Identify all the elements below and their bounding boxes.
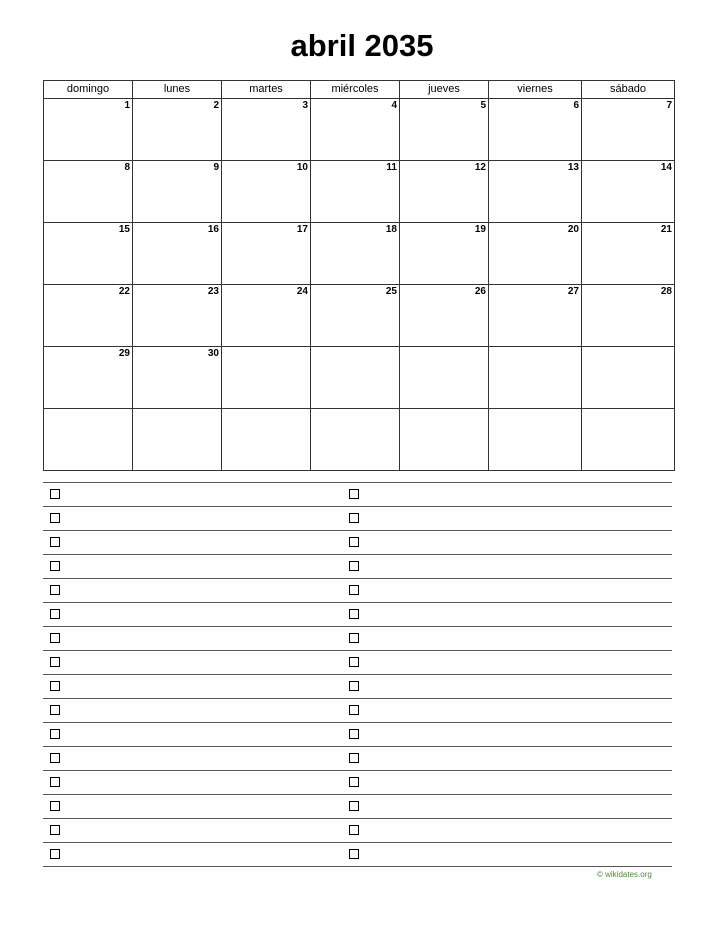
calendar-week-row	[44, 99, 675, 161]
day-number: 21	[660, 224, 672, 235]
day-cell[interactable]	[311, 347, 400, 409]
checklist-row	[43, 482, 672, 506]
checkbox-icon[interactable]	[349, 585, 359, 595]
day-number	[222, 409, 310, 410]
day-cell[interactable]	[489, 285, 582, 347]
day-number	[489, 409, 581, 410]
day-number	[311, 409, 399, 410]
day-cell[interactable]	[44, 99, 133, 161]
checkbox-icon[interactable]	[349, 489, 359, 499]
checkbox-icon[interactable]	[349, 801, 359, 811]
checklist-row	[43, 698, 672, 722]
day-cell[interactable]	[400, 347, 489, 409]
footer-credit: © wikidates.org	[597, 870, 652, 879]
checklist-row	[43, 578, 672, 602]
day-number: 19	[474, 224, 486, 235]
day-number: 22	[118, 286, 130, 297]
checkbox-icon[interactable]	[50, 513, 60, 523]
checkbox-icon[interactable]	[50, 537, 60, 547]
checkbox-icon[interactable]	[349, 537, 359, 547]
checkbox-icon[interactable]	[50, 489, 60, 499]
day-cell[interactable]	[582, 99, 675, 161]
checkbox-icon[interactable]	[349, 825, 359, 835]
day-number: 1	[124, 100, 130, 111]
day-cell[interactable]	[489, 99, 582, 161]
weekday-header: sábado	[582, 81, 675, 99]
day-number	[582, 409, 674, 410]
day-cell[interactable]	[400, 223, 489, 285]
day-cell[interactable]	[44, 285, 133, 347]
day-cell[interactable]	[222, 223, 311, 285]
checkbox-icon[interactable]	[50, 777, 60, 787]
day-cell[interactable]	[44, 223, 133, 285]
day-cell[interactable]	[133, 347, 222, 409]
day-number: 10	[296, 162, 308, 173]
day-number: 23	[207, 286, 219, 297]
day-cell[interactable]	[44, 409, 133, 471]
day-number: 28	[660, 286, 672, 297]
day-cell[interactable]	[311, 161, 400, 223]
calendar-week-row	[44, 223, 675, 285]
checklist-row	[43, 770, 672, 794]
day-cell[interactable]	[582, 409, 675, 471]
day-cell[interactable]	[133, 223, 222, 285]
calendar-week-row	[44, 161, 675, 223]
checkbox-icon[interactable]	[50, 633, 60, 643]
day-number: 4	[391, 100, 397, 111]
weekday-header: jueves	[400, 81, 489, 99]
day-cell[interactable]	[311, 99, 400, 161]
weekday-header: martes	[222, 81, 311, 99]
checklist-row	[43, 722, 672, 746]
day-cell[interactable]	[489, 161, 582, 223]
checkbox-icon[interactable]	[50, 561, 60, 571]
day-cell[interactable]	[311, 285, 400, 347]
month-calendar	[43, 80, 675, 471]
day-number: 16	[207, 224, 219, 235]
day-number: 7	[666, 100, 672, 111]
day-number: 25	[385, 286, 397, 297]
day-number: 13	[567, 162, 579, 173]
weekday-header: viernes	[489, 81, 582, 99]
day-cell[interactable]	[44, 347, 133, 409]
day-number: 11	[386, 162, 397, 173]
day-cell[interactable]	[489, 409, 582, 471]
checkbox-icon[interactable]	[50, 753, 60, 763]
day-number: 15	[118, 224, 130, 235]
day-number	[582, 347, 674, 348]
checklist-row	[43, 602, 672, 626]
day-number: 9	[213, 162, 219, 173]
page-title: abril 2035	[290, 28, 434, 63]
day-number: 8	[124, 162, 130, 173]
checklist-row	[43, 842, 672, 867]
day-cell[interactable]	[400, 161, 489, 223]
checkbox-icon[interactable]	[349, 729, 359, 739]
day-number: 30	[207, 348, 219, 359]
checklist-row	[43, 626, 672, 650]
day-cell[interactable]	[582, 223, 675, 285]
checklist-row	[43, 506, 672, 530]
calendar-week-row	[44, 285, 675, 347]
checkbox-icon[interactable]	[349, 777, 359, 787]
checkbox-icon[interactable]	[50, 681, 60, 691]
day-cell[interactable]	[582, 347, 675, 409]
day-number: 26	[474, 286, 486, 297]
checklist	[43, 482, 672, 867]
checkbox-icon[interactable]	[50, 657, 60, 667]
day-number	[489, 347, 581, 348]
checkbox-icon[interactable]	[349, 705, 359, 715]
checkbox-icon[interactable]	[349, 681, 359, 691]
checkbox-icon[interactable]	[50, 825, 60, 835]
day-number: 18	[385, 224, 397, 235]
checkbox-icon[interactable]	[349, 657, 359, 667]
day-cell[interactable]	[400, 285, 489, 347]
day-cell[interactable]	[489, 223, 582, 285]
day-cell[interactable]	[133, 99, 222, 161]
day-number: 27	[567, 286, 579, 297]
day-number	[311, 347, 399, 348]
day-number: 14	[660, 162, 672, 173]
day-cell[interactable]	[222, 409, 311, 471]
checkbox-icon[interactable]	[50, 609, 60, 619]
day-cell[interactable]	[222, 347, 311, 409]
weekday-header: domingo	[44, 81, 133, 99]
checkbox-icon[interactable]	[349, 849, 359, 859]
day-number	[400, 347, 488, 348]
day-number	[133, 409, 221, 410]
day-number	[222, 347, 310, 348]
checkbox-icon[interactable]	[50, 801, 60, 811]
checklist-row	[43, 794, 672, 818]
checklist-row	[43, 818, 672, 842]
checklist-row	[43, 650, 672, 674]
day-number: 5	[480, 100, 486, 111]
day-cell[interactable]	[222, 99, 311, 161]
checklist-row	[43, 746, 672, 770]
day-number: 24	[296, 286, 308, 297]
checkbox-icon[interactable]	[50, 849, 60, 859]
day-cell[interactable]	[582, 161, 675, 223]
day-number: 20	[567, 224, 579, 235]
day-cell[interactable]	[400, 409, 489, 471]
day-number: 17	[296, 224, 308, 235]
checkbox-icon[interactable]	[349, 561, 359, 571]
day-cell[interactable]	[133, 161, 222, 223]
day-number	[44, 409, 132, 410]
weekday-header: miércoles	[311, 81, 400, 99]
checklist-row	[43, 554, 672, 578]
day-cell[interactable]	[222, 285, 311, 347]
day-cell[interactable]	[311, 223, 400, 285]
day-number	[400, 409, 488, 410]
calendar-week-row	[44, 409, 675, 471]
day-cell[interactable]	[133, 409, 222, 471]
day-number: 12	[474, 162, 486, 173]
calendar-week-row	[44, 347, 675, 409]
day-cell[interactable]	[582, 285, 675, 347]
checkbox-icon[interactable]	[349, 753, 359, 763]
day-number: 2	[213, 100, 219, 111]
checkbox-icon[interactable]	[50, 585, 60, 595]
day-number: 6	[573, 100, 579, 111]
weekday-header-row	[44, 81, 675, 99]
checkbox-icon[interactable]	[50, 705, 60, 715]
checklist-row	[43, 530, 672, 554]
day-number: 3	[302, 100, 308, 111]
weekday-header: lunes	[133, 81, 222, 99]
day-cell[interactable]	[44, 161, 133, 223]
day-cell[interactable]	[222, 161, 311, 223]
day-cell[interactable]	[133, 285, 222, 347]
checkbox-icon[interactable]	[349, 633, 359, 643]
checklist-row	[43, 674, 672, 698]
day-cell[interactable]	[489, 347, 582, 409]
checkbox-icon[interactable]	[50, 729, 60, 739]
checkbox-icon[interactable]	[349, 609, 359, 619]
day-cell[interactable]	[311, 409, 400, 471]
day-cell[interactable]	[400, 99, 489, 161]
day-number: 29	[118, 348, 130, 359]
checkbox-icon[interactable]	[349, 513, 359, 523]
